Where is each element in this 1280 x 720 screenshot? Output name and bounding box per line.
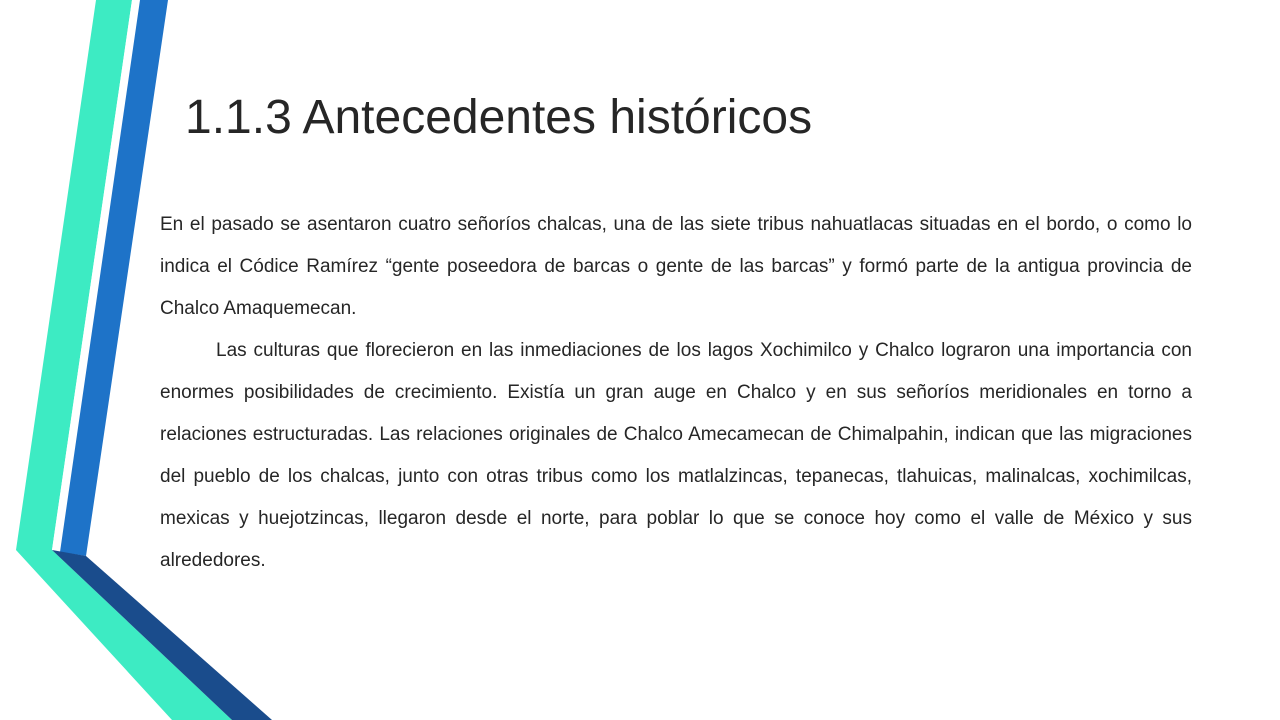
slide-title: 1.1.3 Antecedentes históricos (185, 91, 813, 144)
slide-body (160, 204, 1192, 582)
paragraph-1: En el pasado se asentaron cuatro señoríos chalcas, una de las siete tribus nahuatlacas situadas en el bordo, o como lo indica el Códice Ramírez “gente poseedora de barcas o gente de las barcas” y formó parte de la antigua provincia de Chalco Amaquemecan. (160, 214, 1192, 319)
paragraph-2: Las culturas que florecieron en las inmediaciones de los lagos Xochimilco y Chalco lograron una importancia con enormes posibilidades de crecimiento. Existía un gran auge en Chalco y en sus señoríos meridionales en torno a relaciones estructuradas. Las relaciones originales de Chalco Amecamecan de Chimalpahin, indican que las migraciones del pueblo de los chalcas, junto con otras tribus como los matlalzincas, tepanecas, tlahuicas, malinalcas, xochimilcas, mexicas y huejotzincas, llegaron desde el norte, para poblar lo que se conoce hoy como el valle de México y sus alrededores. (160, 340, 1192, 571)
